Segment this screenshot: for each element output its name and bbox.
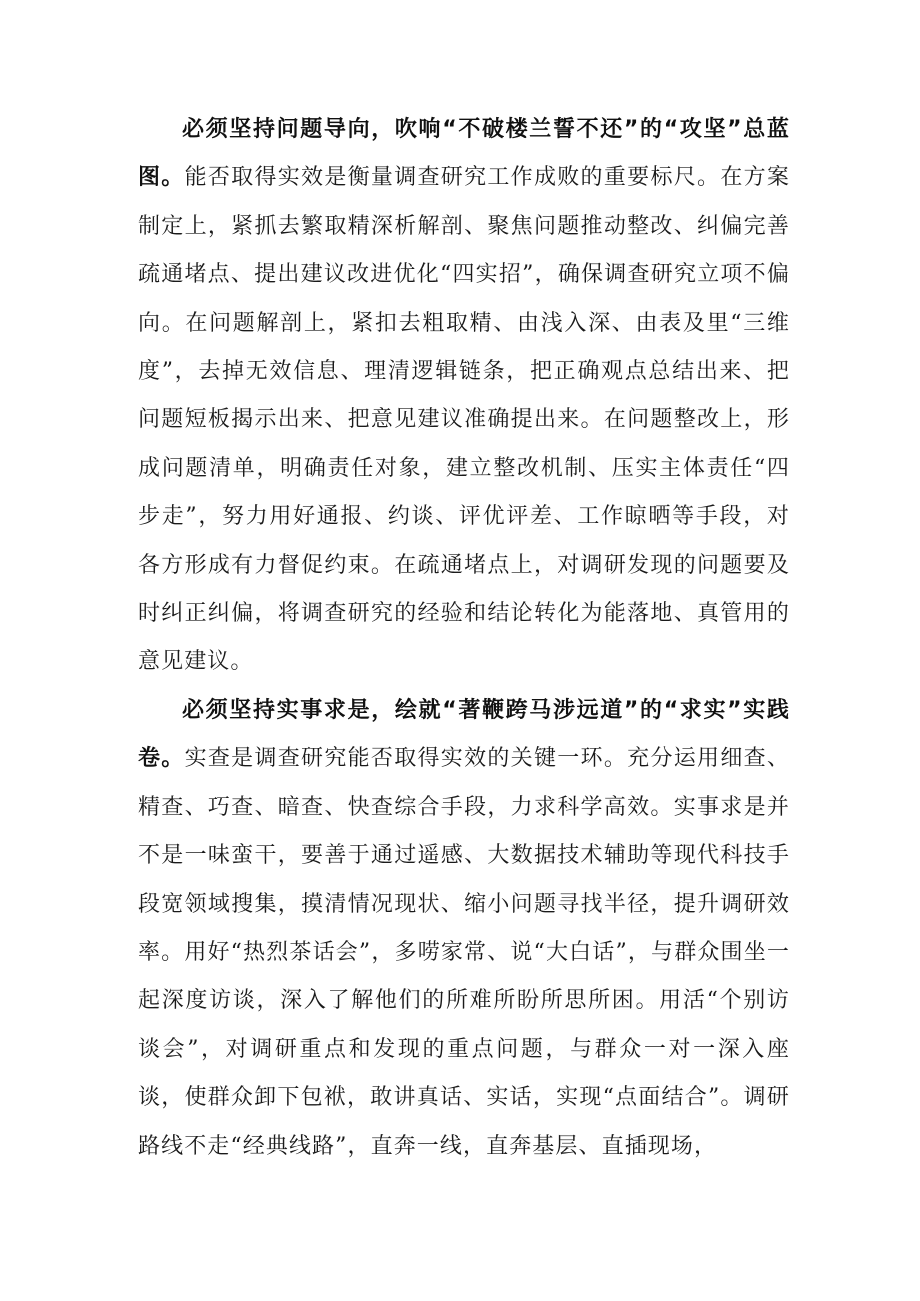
- paragraph-seek-truth: [138, 687, 790, 1171]
- paragraph-lead: 必须坚持问题导向，吹响“不破楼兰誓不还”的“攻坚”总蓝图。: [138, 117, 790, 191]
- document-body: [138, 106, 790, 1171]
- paragraph-text: 能否取得实效是衡量调查研究工作成败的重要标尺。在方案制定上，紧抓去繁取精深析解剖、聚焦问题推动整改、纠偏完善疏通堵点、提出建议改进优化“四实招”，确保调查研究立项不偏向。在问题解剖上，紧扣去粗取精、由浅入深、由表及里“三维度”，去掉无效信息、理清逻辑链条，把正确观点总结出来、把问题短板揭示出来、把意见建议准确提出来。在问题整改上，形成问题清单，明确责任对象，建立整改机制、压实主体责任“四步走”，努力用好通报、约谈、评优评差、工作晾晒等手段，对各方形成有力督促约束。在疏通堵点上，对调研发现的问题要及时纠正纠偏，将调查研究的经验和结论转化为能落地、真管用的意见建议。: [138, 165, 790, 675]
- paragraph-problem-oriented: [138, 106, 790, 687]
- paragraph-lead: 必须坚持实事求是，绘就“著鞭跨马涉远道”的“求实”实践卷。: [138, 697, 790, 772]
- paragraph-text: 实查是调查研究能否取得实效的关键一环。充分运用细查、精查、巧查、暗查、快查综合手段，力求科学高效。实事求是并不是一味蛮干，要善于通过遥感、大数据技术辅助等现代科技手段宽领域搜集，摸清情况现状、缩小问题寻找半径，提升调研效率。用好“热烈茶话会”，多唠家常、说“大白话”，与群众围坐一起深度访谈，深入了解他们的所难所盼所思所困。用活“个别访谈会”，对调研重点和发现的重点问题，与群众一对一深入座谈，使群众卸下包袱，敢讲真话、实话，实现“点面结合”。调研路线不走“经典线路”，直奔一线，直奔基层、直插现场，: [138, 746, 790, 1159]
